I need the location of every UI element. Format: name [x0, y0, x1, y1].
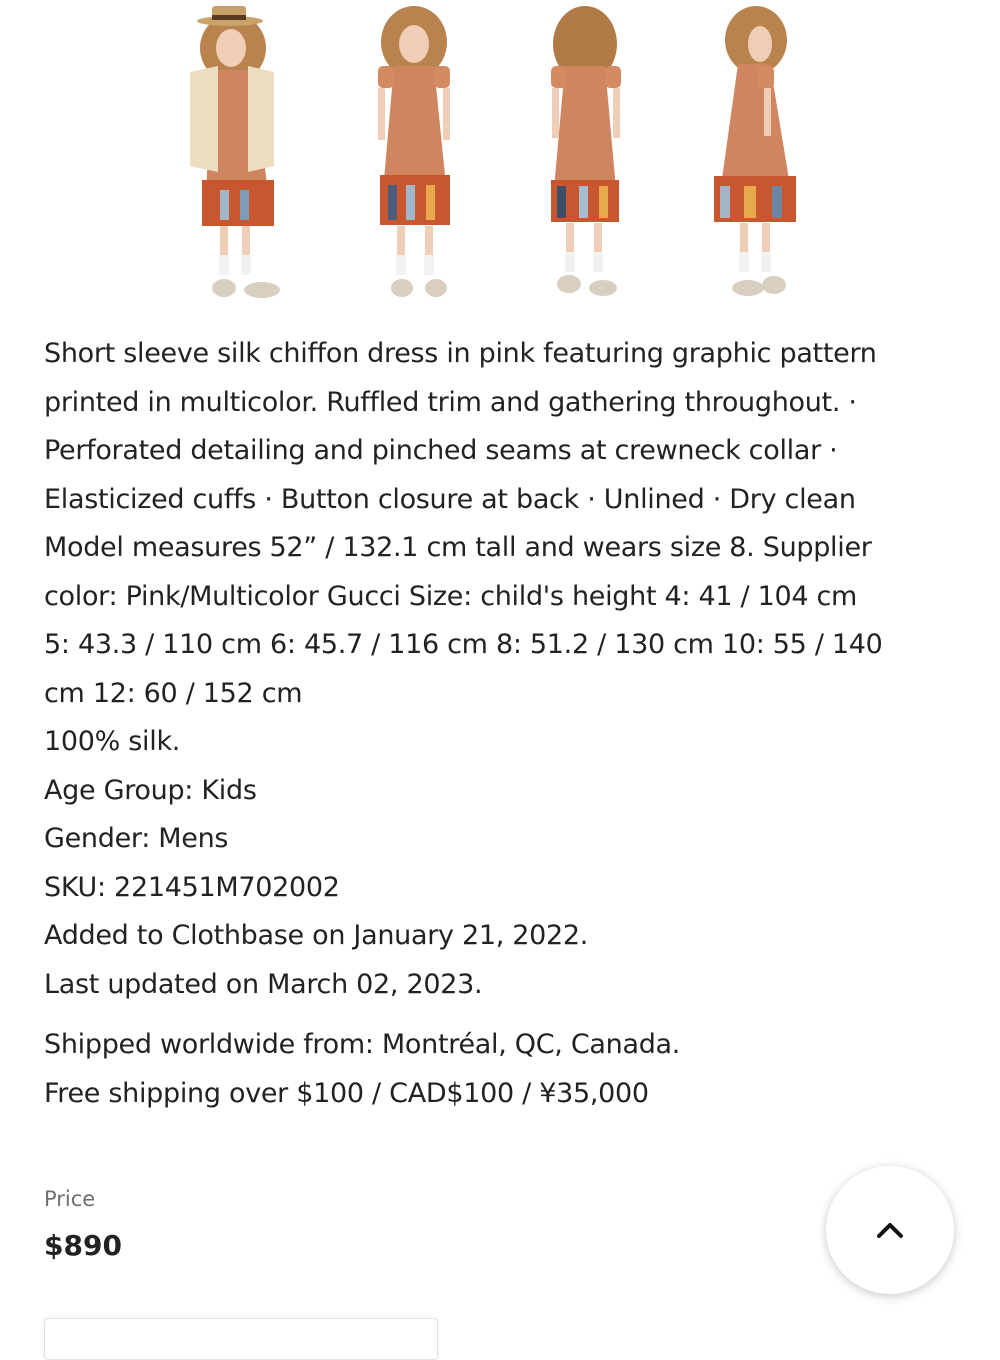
sku: SKU: 221451M702002 [44, 871, 340, 903]
gender: Gender: Mens [44, 823, 229, 854]
model-figure-icon [688, 0, 818, 305]
price-value: $890 [44, 1229, 122, 1262]
description-line: printed in multicolor. Ruffled trim and gathering throughout. · [44, 386, 857, 418]
description-line: cm 12: 60 / 152 cm [44, 677, 303, 709]
description-line: Model measures 52” / 132.1 cm tall and wears size 8. Supplier [44, 532, 872, 563]
model-figure-icon [350, 0, 480, 305]
age-group: Age Group: Kids [44, 774, 257, 806]
product-description [44, 330, 959, 1009]
scroll-to-top-button[interactable] [826, 1166, 954, 1294]
product-image-back[interactable] [519, 0, 649, 305]
updated-date: Last updated on March 02, 2023. [44, 968, 483, 1000]
description-line: Perforated detailing and pinched seams at crewneck collar · [44, 435, 838, 466]
product-image-front[interactable] [350, 0, 480, 305]
product-image-front-cardigan[interactable] [168, 0, 298, 305]
composition: 100% silk. [44, 726, 181, 757]
shipping-info [44, 1021, 959, 1118]
free-shipping: Free shipping over $100 / CAD$100 / ¥35,000 [44, 1077, 649, 1109]
model-figure-icon [168, 0, 298, 305]
description-line: 5: 43.3 / 110 cm 6: 45.7 / 116 cm 8: 51.2 / 130 cm 10: 55 / 140 [44, 629, 883, 660]
product-gallery [0, 0, 1000, 310]
description-line: color: Pink/Multicolor Gucci Size: child's height 4: 41 / 104 cm [44, 580, 858, 612]
description-line: Elasticized cuffs · Button closure at back · Unlined · Dry clean [44, 483, 856, 515]
chevron-up-icon [873, 1213, 907, 1247]
price-label: Price [44, 1187, 96, 1211]
product-image-side[interactable] [688, 0, 818, 305]
shipping-origin: Shipped worldwide from: Montréal, QC, Canada. [44, 1029, 681, 1060]
add-to-bag-card[interactable] [44, 1318, 438, 1360]
description-line: Short sleeve silk chiffon dress in pink featuring graphic pattern [44, 338, 877, 369]
model-figure-icon [519, 0, 649, 305]
added-date: Added to Clothbase on January 21, 2022. [44, 920, 589, 951]
